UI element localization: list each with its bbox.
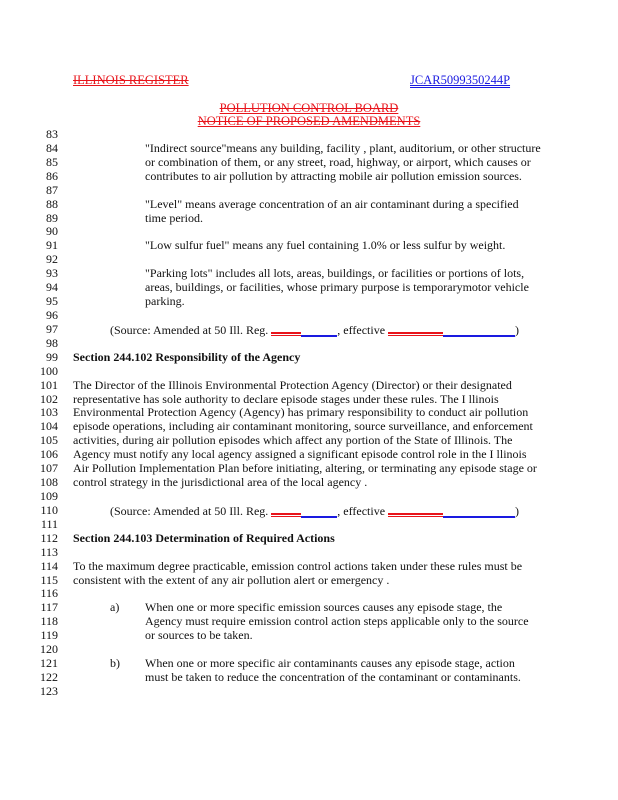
document-line: [0, 532, 618, 546]
document-line: [0, 420, 618, 434]
body-text: parking.: [145, 294, 185, 309]
document-line: [0, 379, 618, 393]
document-line: [0, 462, 618, 476]
line-number: 113: [40, 544, 58, 559]
line-number: 106: [40, 447, 58, 462]
line-number: 119: [40, 628, 58, 643]
line-number: 122: [40, 669, 58, 684]
body-text: When one or more specific air contaminants causes any episode stage, action: [145, 656, 515, 671]
section-heading: Section 244.102 Responsibility of the Agency: [73, 349, 301, 364]
document-line: [0, 406, 618, 420]
document-body: [0, 128, 618, 699]
line-number: 112: [40, 530, 58, 545]
source-text: ): [515, 322, 520, 337]
body-text: Agency must require emission control action steps applicable only to the source: [145, 614, 529, 629]
body-text: contributes to air pollution by attracting mobile air pollution emission sources.: [145, 168, 522, 183]
line-number: 105: [40, 433, 58, 448]
document-line: [0, 365, 618, 379]
agency-title: POLLUTION CONTROL BOARD: [219, 101, 399, 115]
line-number: 84: [46, 140, 58, 155]
document-line: [0, 239, 618, 253]
line-number: 123: [40, 683, 58, 698]
document-line: [0, 281, 618, 295]
document-line: [0, 170, 618, 184]
document-line: [0, 560, 618, 574]
body-text: "Low sulfur fuel" means any fuel containing 1.0% or less sulfur by weight.: [145, 238, 506, 253]
document-line: [0, 615, 618, 629]
notice-title: NOTICE OF PROPOSED AMENDMENTS: [197, 114, 421, 128]
line-number: 97: [46, 321, 58, 336]
document-line: [0, 490, 618, 504]
line-number: 117: [40, 600, 58, 615]
document-line: [0, 685, 618, 699]
document-line: [0, 504, 618, 518]
document-line: [0, 448, 618, 462]
line-number: 121: [40, 656, 58, 671]
line-number: 86: [46, 168, 58, 183]
source-note: [110, 504, 519, 519]
body-text: "Level" means average concentration of an air contaminant during a specified: [145, 196, 519, 211]
document-line: [0, 295, 618, 309]
line-number: 110: [40, 502, 58, 517]
jcar-code-link[interactable]: JCAR5099350244P: [410, 73, 511, 87]
document-line: [0, 671, 618, 685]
document-line: [0, 657, 618, 671]
body-text: representative has sole authority to declare episode stages under these rules. The I llinois: [73, 391, 499, 406]
line-number: 101: [40, 377, 58, 392]
document-line: [0, 643, 618, 657]
source-text: , effective: [337, 322, 389, 337]
body-text: or combination of them, or any street, road, highway, or airport, which causes or: [145, 154, 531, 169]
list-marker: a): [110, 600, 120, 615]
document-line: [0, 546, 618, 560]
line-number: 91: [46, 238, 58, 253]
body-text: or sources to be taken.: [145, 628, 253, 643]
body-text: The Director of the Illinois Environmental Protection Agency (Director) or their designated: [73, 377, 512, 392]
line-number: 98: [46, 335, 58, 350]
line-number: 83: [46, 127, 58, 141]
register-volume-blank[interactable]: [301, 326, 337, 337]
deleted-date-blank[interactable]: [388, 504, 443, 515]
line-number: 88: [46, 196, 58, 211]
body-text: "Indirect source"means any building, facility , plant, auditorium, or other structure: [145, 140, 541, 155]
document-line: [0, 142, 618, 156]
body-text: areas, buildings, or facilities, whose primary purpose is temporarymotor vehicle: [145, 280, 529, 295]
body-text: episode operations, including air contaminant monitoring, source surveillance, and enforcement: [73, 419, 533, 434]
line-number: 108: [40, 475, 58, 490]
line-number: 102: [40, 391, 58, 406]
list-marker: b): [110, 656, 120, 671]
line-number: 96: [46, 307, 58, 322]
document-line: [0, 225, 618, 239]
line-number: 87: [46, 182, 58, 197]
body-text: consistent with the extent of any air pollution alert or emergency .: [73, 572, 390, 587]
source-text: ): [515, 503, 520, 518]
document-line: [0, 309, 618, 323]
document-line: [0, 323, 618, 337]
line-number: 103: [40, 405, 58, 420]
line-number: 114: [40, 558, 58, 573]
deleted-register-blank[interactable]: [271, 504, 301, 515]
document-line: [0, 629, 618, 643]
source-text: (Source: Amended at 50 Ill. Reg.: [110, 503, 272, 518]
line-number: 111: [40, 516, 58, 531]
body-text: Agency must notify any local agency assigned a significant episode control role in the I llinois: [73, 447, 527, 462]
document-line: [0, 601, 618, 615]
line-number: 85: [46, 154, 58, 169]
line-number: 89: [46, 210, 58, 225]
line-number: 99: [46, 349, 58, 364]
effective-date-blank[interactable]: [443, 326, 515, 337]
document-line: [0, 156, 618, 170]
document-line: [0, 587, 618, 601]
document-line: [0, 351, 618, 365]
line-number: 104: [40, 419, 58, 434]
document-line: [0, 434, 618, 448]
body-text: control strategy in the jurisdictional area of the local agency .: [73, 475, 368, 490]
source-text: (Source: Amended at 50 Ill. Reg.: [110, 322, 272, 337]
body-text: activities, during air pollution episodes which affect any portion of the State of Illinois. The: [73, 433, 513, 448]
document-line: [0, 253, 618, 267]
document-line: [0, 198, 618, 212]
deleted-date-blank[interactable]: [388, 323, 443, 334]
body-text: Environmental Protection Agency (Agency) has primary responsibility to conduct air pollution: [73, 405, 529, 420]
section-heading: Section 244.103 Determination of Required Actions: [73, 530, 335, 545]
body-text: Air Pollution Implementation Plan before initiating, altering, or terminating any episode stage or: [73, 461, 537, 476]
line-number: 90: [46, 224, 58, 239]
line-number: 94: [46, 280, 58, 295]
document-line: [0, 184, 618, 198]
document-line: [0, 574, 618, 588]
register-volume-blank[interactable]: [301, 507, 337, 518]
source-text: , effective: [337, 503, 389, 518]
body-text: time period.: [145, 210, 203, 225]
document-line: [0, 476, 618, 490]
document-line: [0, 393, 618, 407]
body-text: must be taken to reduce the concentration of the contaminant or contaminants.: [145, 669, 521, 684]
line-number: 118: [40, 614, 58, 629]
source-note: [110, 323, 519, 338]
body-text: "Parking lots" includes all lots, areas, buildings, or facilities or portions of lots,: [145, 266, 525, 281]
line-number: 95: [46, 294, 58, 309]
line-number: 100: [40, 363, 58, 378]
document-line: [0, 267, 618, 281]
line-number: 107: [40, 461, 58, 476]
line-number: 116: [40, 586, 58, 601]
line-number: 92: [46, 252, 58, 267]
register-header: ILLINOIS REGISTER: [73, 73, 189, 87]
document-line: [0, 337, 618, 351]
body-text: When one or more specific emission sources causes any episode stage, the: [145, 600, 503, 615]
document-line: [0, 518, 618, 532]
document-line: [0, 128, 618, 142]
line-number: 109: [40, 488, 58, 503]
line-number: 120: [40, 642, 58, 657]
effective-date-blank[interactable]: [443, 507, 515, 518]
deleted-register-blank[interactable]: [271, 323, 301, 334]
line-number: 93: [46, 266, 58, 281]
document-line: [0, 212, 618, 226]
line-number: 115: [40, 572, 58, 587]
body-text: To the maximum degree practicable, emission control actions taken under these rules must be: [73, 558, 523, 573]
